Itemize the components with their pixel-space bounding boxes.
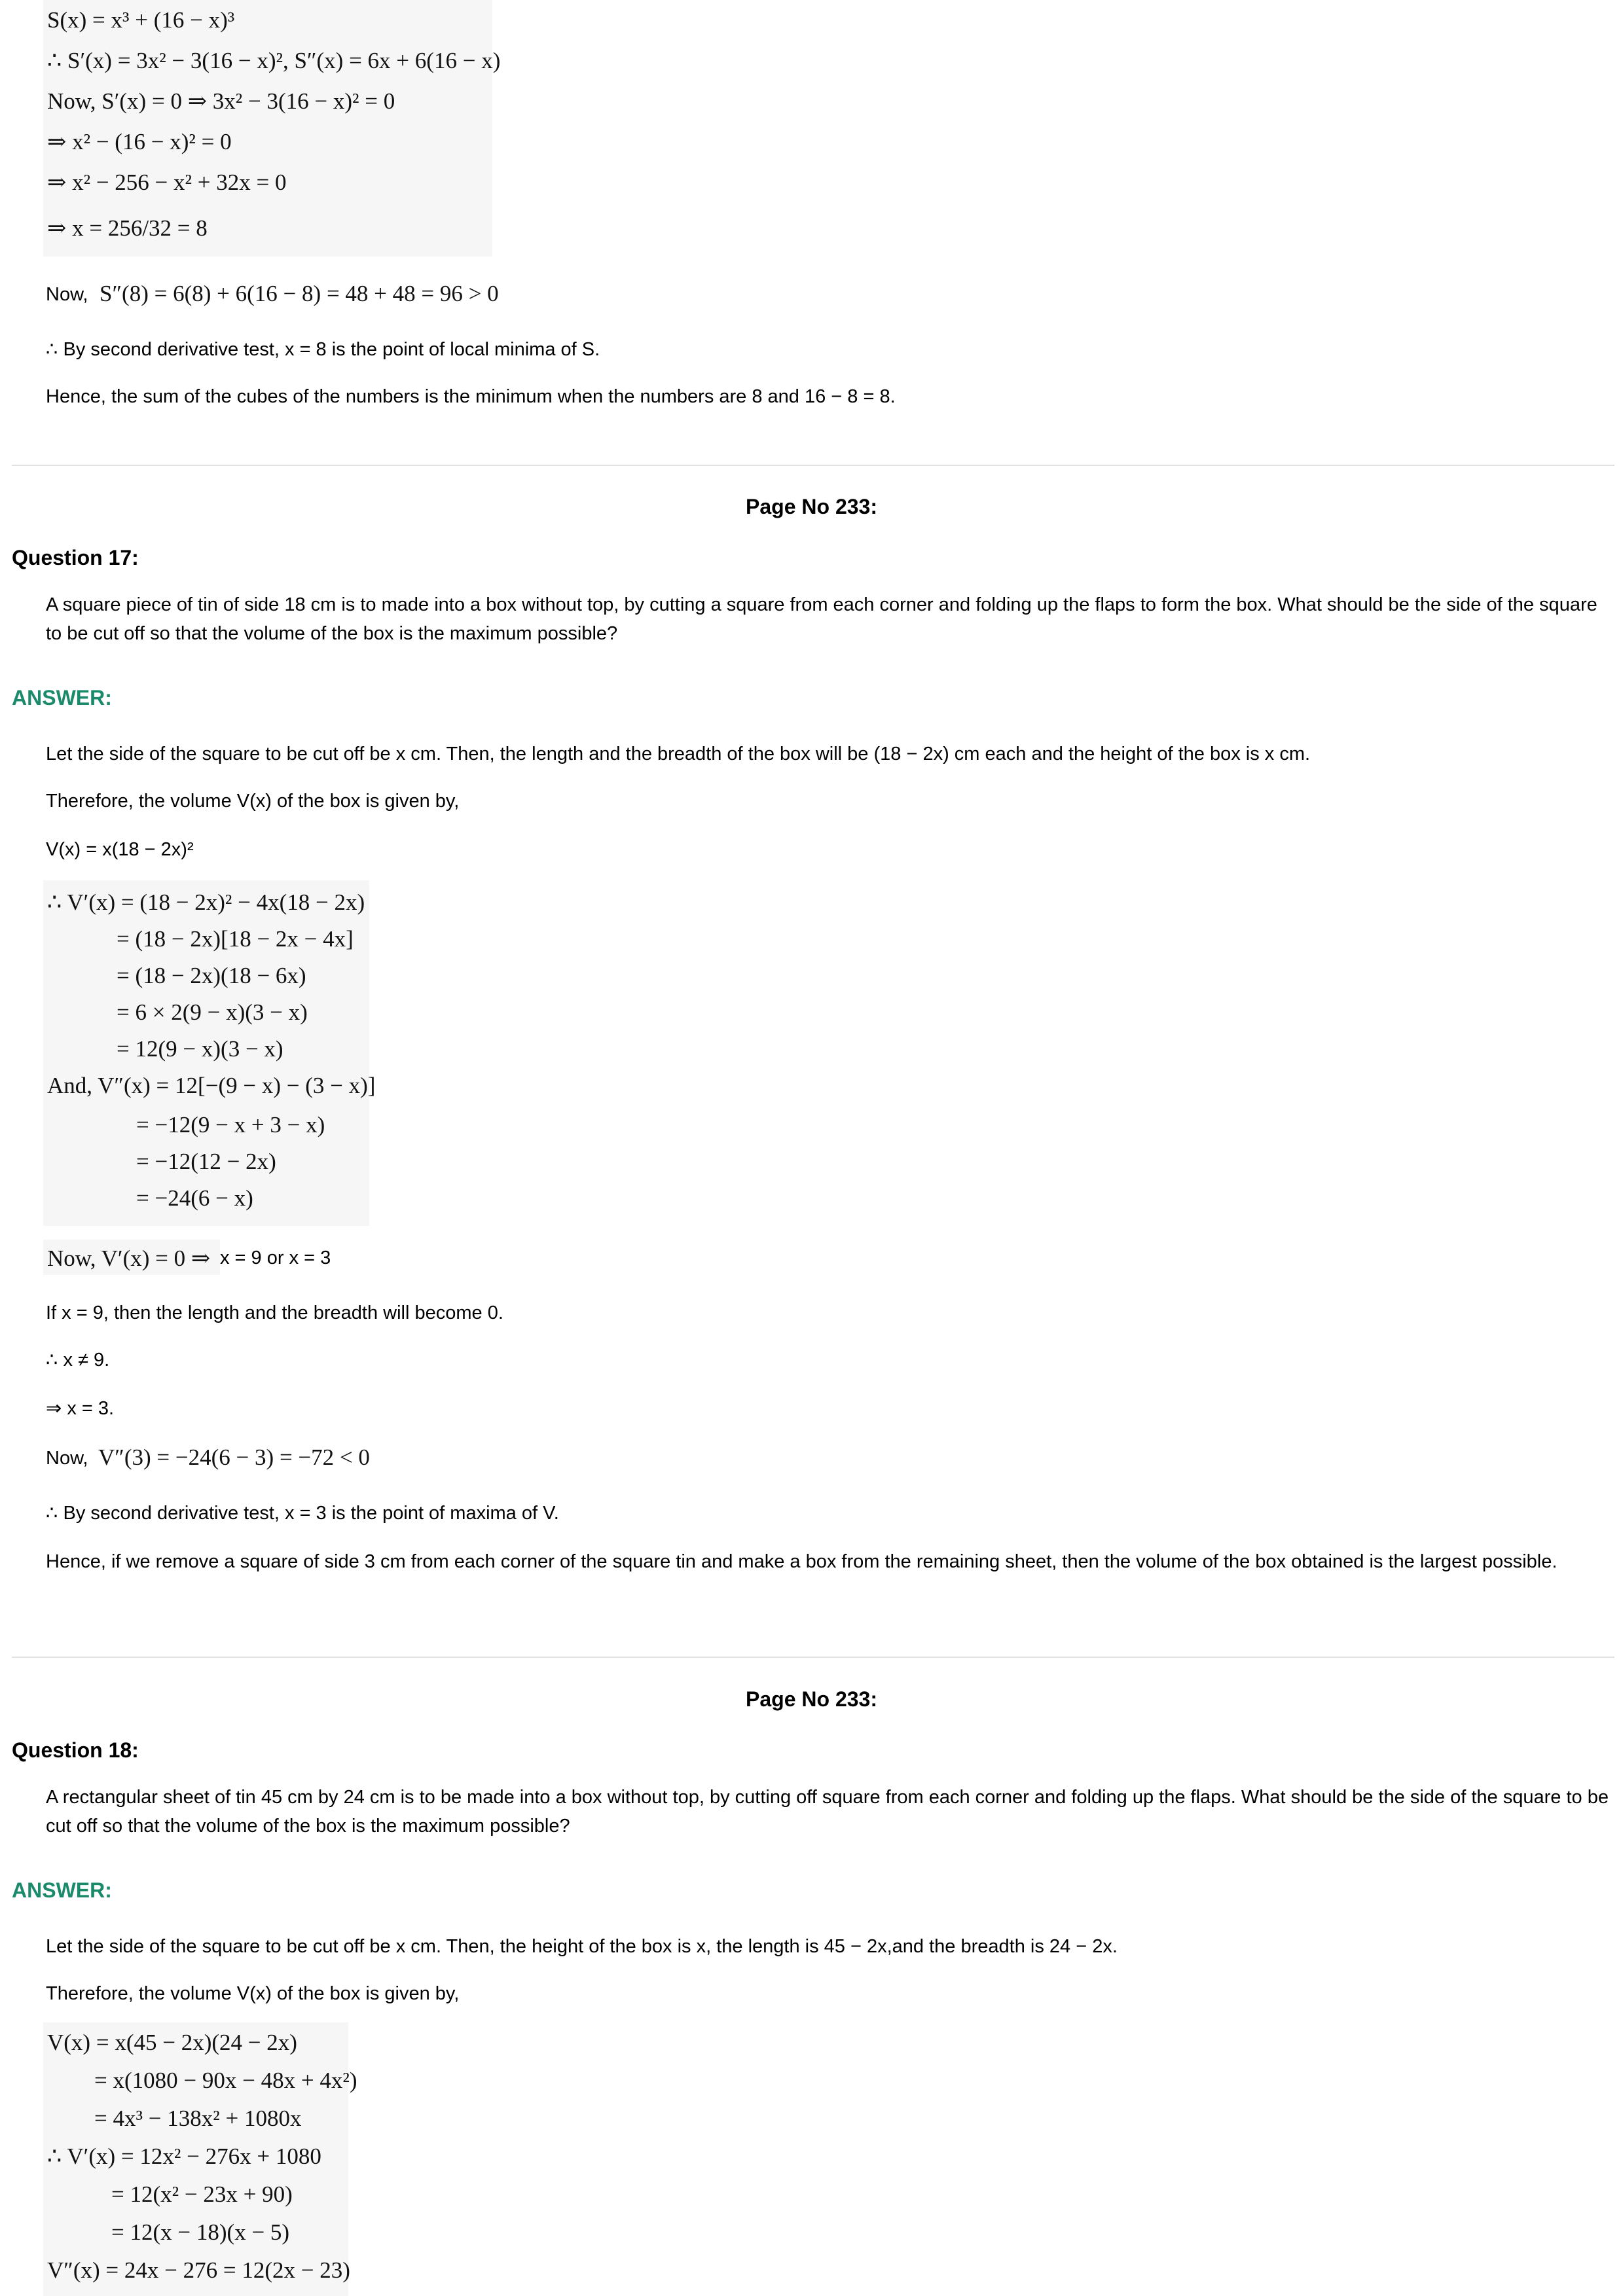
q16-math-line: S(x) = x³ + (16 − x)³ [47,7,235,33]
q17-paragraph-1: Let the side of the square to be cut off be x cm. Then, the length and the breadth of the box will be (18 − 2x) cm each and the height of the box is x cm. [46,744,1311,764]
q16-second-derivative: S″(8) = 6(8) + 6(16 − 8) = 48 + 48 = 96 > 0 [100,281,499,306]
q17-math-line: And, V″(x) = 12[−(9 − x) − (3 − x)] [47,1073,376,1098]
q18-math-line: = 12(x − 18)(x − 5) [111,2219,290,2245]
q16-math-line: ⇒ x = 256/32 = 8 [47,215,208,241]
q17-math-line: = 6 × 2(9 − x)(3 − x) [117,999,308,1025]
q16-now-label: Now, [46,284,88,305]
q17-paragraph-2: Therefore, the volume V(x) of the box is given by, [46,791,460,812]
q18-paragraph-2: Therefore, the volume V(x) of the box is given by, [46,1983,460,2004]
answer-label: ANSWER: [12,1878,112,1902]
question-text: A rectangular sheet of tin 45 cm by 24 cm is to be made into a box without top, by cutting off square from each corner and folding up the flaps. What should be the side of the square to be cut off so that the volume of the box is the maximum possible? [46,1787,1609,1837]
q17-math-line: = −12(12 − 2x) [136,1149,276,1174]
q17-math-line: = (18 − 2x)[18 − 2x − 4x] [117,926,354,952]
q17-neq-9: ∴ x ≠ 9. [46,1350,110,1371]
q18-math-line: = 12(x² − 23x + 90) [111,2181,293,2207]
question-text: A square piece of tin of side 18 cm is to made into a box without top, by cutting a square from each corner and folding up the flaps to form the box. What should be the side of the square to be cut off so that the volume of the box is the maximum possible? [46,594,1597,644]
q17-now-label: Now, [46,1448,88,1469]
q18-math-line: V″(x) = 24x − 276 = 12(2x − 23) [47,2257,350,2283]
q17-math-line: = (18 − 2x)(18 − 6x) [117,963,306,988]
q18-math-line: = 4x³ − 138x² + 1080x [94,2106,302,2131]
q16-math-line: Now, S′(x) = 0 ⇒ 3x² − 3(16 − x)² = 0 [47,88,395,114]
q17-critical-text: x = 9 or x = 3 [220,1247,331,1268]
q17-volume-formula: V(x) = x(18 − 2x)² [46,839,194,860]
page-number: Page No 233: [746,1687,877,1711]
q16-math-line: ∴ S′(x) = 3x² − 3(16 − x)², S″(x) = 6x + 6(16 − x) [47,48,501,73]
q16-math-line: ⇒ x² − (16 − x)² = 0 [47,129,232,154]
answer-label: ANSWER: [12,686,112,709]
q18-math-line: = x(1080 − 90x − 48x + 4x²) [94,2068,357,2093]
section-divider [12,465,1614,466]
q16-conclusion-2: Hence, the sum of the cubes of the numbers is the minimum when the numbers are 8 and 16 − 8 = 8. [46,386,896,407]
q17-math-line: ∴ V′(x) = (18 − 2x)² − 4x(18 − 2x) [47,889,365,915]
q17-math-line: = 12(9 − x)(3 − x) [117,1036,283,1062]
page-number: Page No 233: [746,495,877,518]
question-title: Question 18: [12,1738,139,1762]
q17-math-line: = −12(9 − x + 3 − x) [136,1112,325,1138]
q17-conclusion-2: Hence, if we remove a square of side 3 cm from each corner of the square tin and make a box from the remaining sheet, then the volume of the box obtained is the largest possible. [46,1551,1558,1572]
section-divider [12,1657,1614,1658]
q17-conclusion-1: ∴ By second derivative test, x = 3 is the point of maxima of V. [46,1503,559,1524]
q17-eq-3: ⇒ x = 3. [46,1398,115,1419]
q17-second-derivative-at-3: V″(3) = −24(6 − 3) = −72 < 0 [98,1444,370,1470]
q18-math-line: ∴ V′(x) = 12x² − 276x + 1080 [47,2144,321,2169]
q17-if-9: If x = 9, then the length and the breadth will become 0. [46,1302,503,1323]
q18-paragraph-1: Let the side of the square to be cut off be x cm. Then, the height of the box is x, the length is 45 − 2x,and the breadth is 24 − 2x. [46,1936,1118,1957]
question-title: Question 17: [12,546,139,569]
q17-critical-math: Now, V′(x) = 0 ⇒ [47,1246,211,1271]
q18-math-line: V(x) = x(45 − 2x)(24 − 2x) [47,2030,297,2055]
q16-math-line: ⇒ x² − 256 − x² + 32x = 0 [47,170,287,195]
q17-math-line: = −24(6 − x) [136,1185,253,1211]
q16-conclusion-1: ∴ By second derivative test, x = 8 is the point of local minima of S. [46,339,600,360]
